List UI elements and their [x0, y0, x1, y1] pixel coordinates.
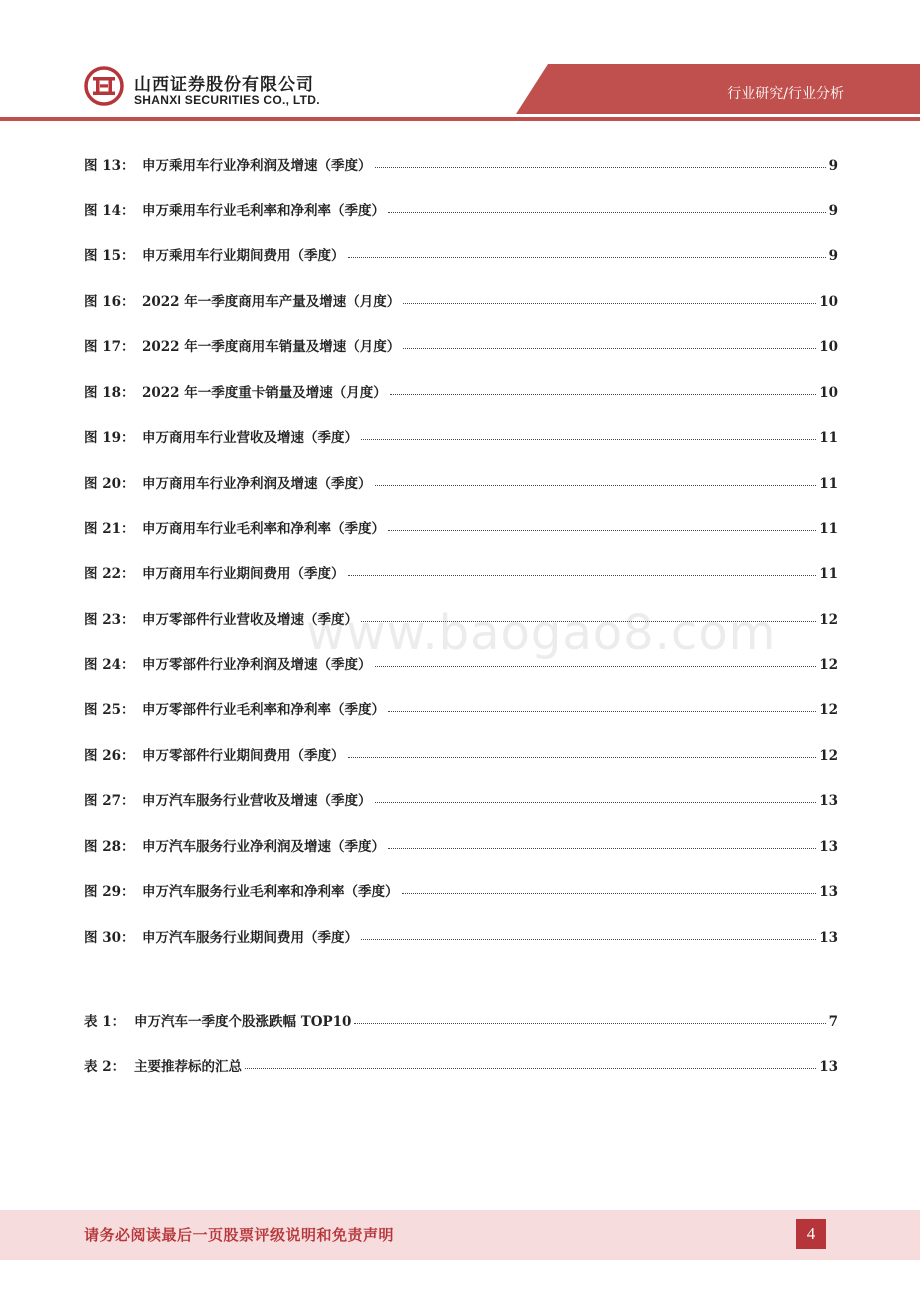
toc-leader-dots — [402, 883, 817, 894]
toc-leader-dots — [375, 157, 826, 168]
toc-label: 图 25： — [84, 702, 135, 718]
toc-entry-figure[interactable] — [84, 381, 838, 401]
toc-entry-figure[interactable] — [84, 698, 838, 718]
toc-page-number: 9 — [828, 203, 838, 219]
toc-leader-dots — [361, 429, 816, 440]
toc-label: 图 29： — [84, 884, 135, 900]
company-name-cn: 山西证券股份有限公司 — [134, 75, 314, 95]
toc-label: 图 18： — [84, 385, 135, 401]
toc-entry-figure[interactable] — [84, 199, 838, 219]
toc-page-number: 7 — [828, 1014, 838, 1030]
toc-leader-dots — [390, 384, 816, 395]
company-name-en: SHANXI SECURITIES CO., LTD. — [134, 93, 320, 107]
toc-page-number: 12 — [819, 748, 838, 764]
toc-entry-figure[interactable] — [84, 880, 838, 900]
watermark: www.baogao8.com — [306, 605, 777, 661]
toc-title: 申万汽车服务行业营收及增速（季度） — [142, 793, 372, 809]
toc-label: 图 15： — [84, 248, 135, 264]
toc-label: 图 27： — [84, 793, 135, 809]
toc-label: 表 1： — [84, 1014, 126, 1030]
toc-label: 表 2： — [84, 1059, 126, 1075]
toc-label: 图 23： — [84, 612, 135, 628]
toc-entry-figure[interactable] — [84, 472, 838, 492]
toc-leader-dots — [245, 1058, 816, 1069]
toc-entry-table[interactable] — [84, 1055, 838, 1075]
toc-page-number: 13 — [819, 884, 838, 900]
toc-title: 申万乘用车行业净利润及增速（季度） — [142, 158, 372, 174]
toc-label: 图 17： — [84, 339, 135, 355]
toc-title: 申万汽车服务行业毛利率和净利率（季度） — [142, 884, 399, 900]
toc-entry-figure[interactable] — [84, 744, 838, 764]
toc-title: 申万商用车行业营收及增速（季度） — [142, 430, 358, 446]
toc-page-number: 9 — [828, 248, 838, 264]
toc-label: 图 19： — [84, 430, 135, 446]
toc-entry-figure[interactable] — [84, 926, 838, 946]
toc-title: 主要推荐标的汇总 — [134, 1059, 242, 1075]
toc-page-number: 10 — [819, 339, 838, 355]
header-rule — [0, 117, 920, 121]
report-category: 行业研究/行业分析 — [727, 86, 844, 102]
toc-leader-dots — [361, 929, 816, 940]
toc-leader-dots — [348, 565, 817, 576]
toc-label: 图 26： — [84, 748, 135, 764]
toc-title: 申万乘用车行业期间费用（季度） — [142, 248, 345, 264]
toc-page-number: 11 — [819, 476, 838, 492]
toc-title: 申万乘用车行业毛利率和净利率（季度） — [142, 203, 385, 219]
toc-page-number: 11 — [819, 430, 838, 446]
toc-leader-dots — [348, 247, 826, 258]
toc-title: 申万汽车一季度个股涨跌幅 TOP10 — [134, 1014, 352, 1030]
toc-title: 申万零部件行业营收及增速（季度） — [142, 612, 358, 628]
toc-page-number: 12 — [819, 612, 838, 628]
toc-page-number: 13 — [819, 839, 838, 855]
page-header — [0, 0, 920, 130]
disclaimer-text: 请务必阅读最后一页股票评级说明和免责声明 — [84, 1226, 395, 1244]
toc-title: 2022 年一季度重卡销量及增速（月度） — [142, 385, 387, 401]
page-number: 4 — [796, 1219, 826, 1249]
toc-title: 申万零部件行业净利润及增速（季度） — [142, 657, 372, 673]
company-logo-icon — [84, 66, 124, 106]
page-footer — [0, 1210, 920, 1260]
toc-title: 2022 年一季度商用车产量及增速（月度） — [142, 294, 401, 310]
toc-leader-dots — [403, 293, 816, 304]
toc-label: 图 24： — [84, 657, 135, 673]
toc-leader-dots — [348, 747, 817, 758]
toc-title: 申万商用车行业期间费用（季度） — [142, 566, 345, 582]
toc-entry-figure[interactable] — [84, 517, 838, 537]
toc-title: 申万汽车服务行业净利润及增速（季度） — [142, 839, 385, 855]
toc-page-number: 13 — [819, 930, 838, 946]
toc-entry-figure[interactable] — [84, 244, 838, 264]
toc-title: 申万商用车行业毛利率和净利率（季度） — [142, 521, 385, 537]
toc-page-number: 11 — [819, 521, 838, 537]
toc-leader-dots — [403, 338, 816, 349]
toc-leader-dots — [388, 838, 816, 849]
toc-title: 2022 年一季度商用车销量及增速（月度） — [142, 339, 401, 355]
toc-entry-figure[interactable] — [84, 426, 838, 446]
toc-page-number: 12 — [819, 702, 838, 718]
toc-entry-figure[interactable] — [84, 835, 838, 855]
toc-label: 图 22： — [84, 566, 135, 582]
toc-entry-figure[interactable] — [84, 154, 838, 174]
toc-label: 图 20： — [84, 476, 135, 492]
toc-entry-figure[interactable] — [84, 562, 838, 582]
toc-leader-dots — [375, 475, 817, 486]
toc-label: 图 14： — [84, 203, 135, 219]
toc-page-number: 11 — [819, 566, 838, 582]
toc-title: 申万零部件行业期间费用（季度） — [142, 748, 345, 764]
toc-label: 图 16： — [84, 294, 135, 310]
toc-entry-figure[interactable] — [84, 335, 838, 355]
toc-title: 申万零部件行业毛利率和净利率（季度） — [142, 702, 385, 718]
toc-label: 图 30： — [84, 930, 135, 946]
category-banner-shape — [516, 64, 920, 114]
toc-page-number: 13 — [819, 1059, 838, 1075]
toc-label: 图 13： — [84, 158, 135, 174]
toc-page-number: 9 — [828, 158, 838, 174]
header-banner — [0, 0, 920, 130]
toc-entry-figure[interactable] — [84, 290, 838, 310]
toc-page-number: 10 — [819, 385, 838, 401]
toc-leader-dots — [388, 520, 816, 531]
toc-leader-dots — [388, 701, 816, 712]
toc-label: 图 21： — [84, 521, 135, 537]
toc-leader-dots — [388, 202, 826, 213]
toc-title: 申万商用车行业净利润及增速（季度） — [142, 476, 372, 492]
toc-page-number: 13 — [819, 793, 838, 809]
toc-entry-table[interactable] — [84, 1010, 838, 1030]
toc-page-number: 10 — [819, 294, 838, 310]
toc-label: 图 28： — [84, 839, 135, 855]
toc-entry-figure[interactable] — [84, 789, 838, 809]
toc-page-number: 12 — [819, 657, 838, 673]
toc-leader-dots — [375, 792, 817, 803]
toc-leader-dots — [354, 1013, 825, 1024]
toc-title: 申万汽车服务行业期间费用（季度） — [142, 930, 358, 946]
